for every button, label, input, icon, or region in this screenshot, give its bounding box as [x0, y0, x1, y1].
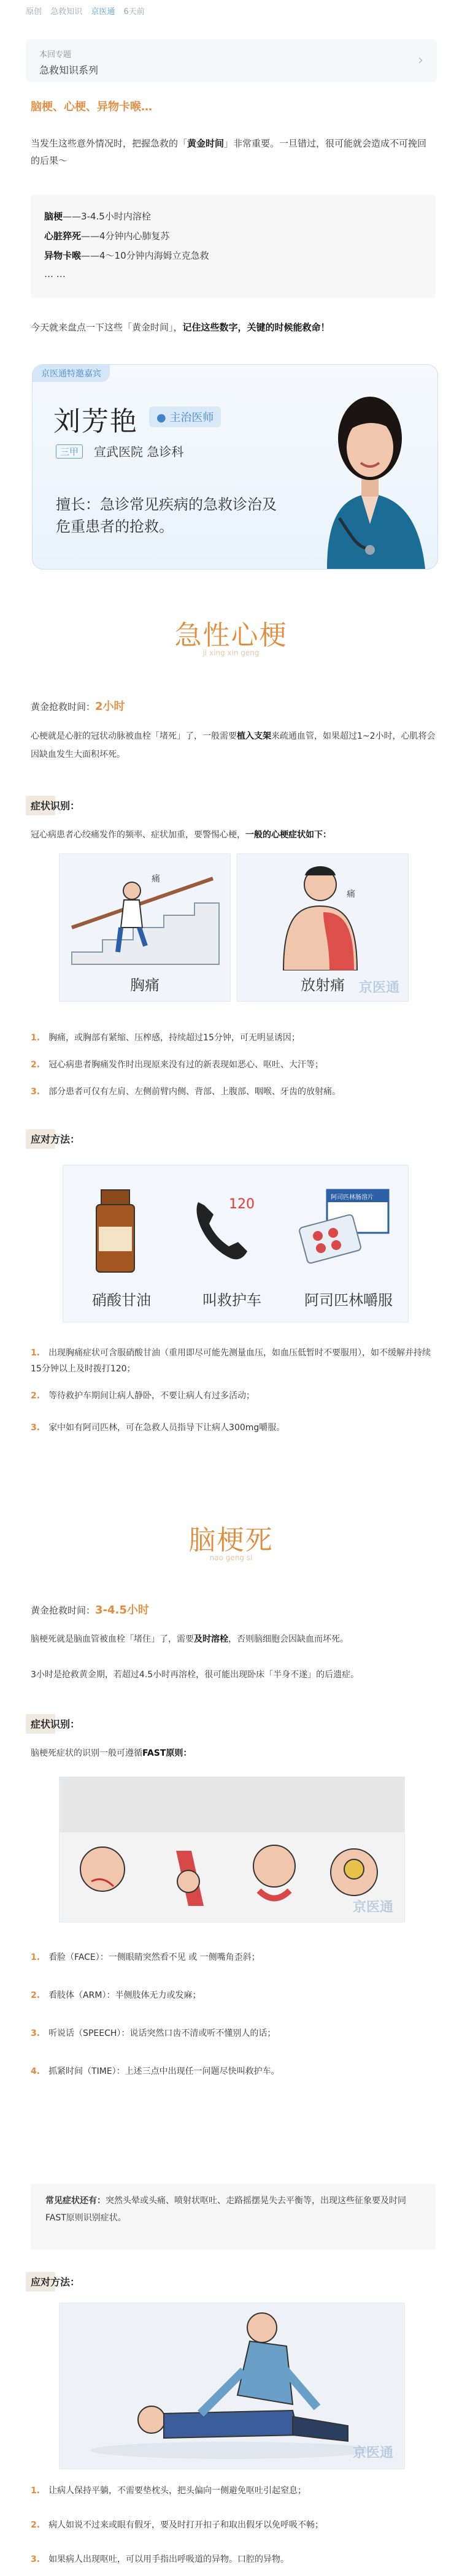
doctor-specialty: 擅长：急诊常见疾病的急救诊治及危重患者的抢救。 — [56, 496, 277, 535]
stroke-description-2: 3小时是抢救黄金期，若超过4.5小时再溶栓，很可能出现卧床「半身不遂」的后遗症。 — [31, 1670, 360, 1680]
note-box: 常见症状还有：突然头晕或头痛、喷射状呕吐、走路摇摆晃失去平衡等，出现这些征象要及时同FAST原则识别症状。 — [31, 2184, 436, 2250]
stairs-pain-icon — [60, 854, 230, 970]
aspirin-box-label: 阿司匹林肠溶片 — [331, 1194, 374, 1201]
section-pinyin: ji xing xin geng — [202, 649, 260, 657]
doctor-hospital: 宣武医院 急诊科 — [94, 444, 184, 459]
publish-time: 6天前 — [123, 7, 145, 17]
illustration-chest-pain — [59, 853, 231, 1002]
list-item: 3. 如果病人出现呕吐，可以用手指出呼吸道的异物。口腔的异物。 — [31, 2555, 290, 2564]
symptom-intro: 脑梗死症状的识别一般可遵循FAST原则： — [31, 1748, 192, 1758]
action-heading: 应对方法： — [31, 2274, 80, 2288]
nitroglycerin-bottle-icon — [88, 1184, 143, 1276]
watermark: 京医通 — [358, 980, 399, 996]
illustration-radiating-pain — [237, 853, 409, 1002]
list-item: 1. 出现胸痛症状可含服硝酸甘油（重用即尽可能先测量血压，如血压低暂时不要服用），如不缓解并持续15分钟以上及时拨打120； — [31, 1348, 431, 1374]
hospital-level-badge: 三甲 — [56, 444, 83, 459]
intro-paragraph: 当发生这些意外情况时，把握急救的「黄金时间」非常重要。一旦错过，很可能就会造成不可挽回的后果～ — [31, 138, 427, 166]
illustration-label: 硝酸甘油 — [92, 1292, 151, 1309]
doctor-name: 刘芳艳 — [53, 406, 138, 437]
illustration-fast — [59, 1777, 405, 1922]
body-pain-icon — [237, 854, 408, 970]
section-pinyin: nao geng si — [209, 1553, 253, 1562]
topic-label: 本回专题 — [39, 50, 72, 59]
golden-time: 黄金抢救时间：3-4.5小时 — [31, 1604, 149, 1617]
guest-tag: 京医通特邀嘉宾 — [33, 365, 110, 382]
list-item: 2. 等待救护车期间让病人静卧，不要让病人有过多活动； — [31, 1391, 255, 1401]
list-item: 脑梗——3-4.5小时内溶栓 — [44, 211, 151, 222]
watermark: 京医通 — [352, 2445, 393, 2461]
list-item: 3. 家中如有阿司匹林，可在急救人员指导下让病人300mg嚼服。 — [31, 1423, 285, 1433]
symptom-intro: 冠心病患者心绞痛发作的频率、症状加重，要警惕心梗，一般的心梗症状如下： — [31, 830, 331, 840]
doctor-card[interactable] — [32, 364, 438, 570]
topic-card[interactable] — [26, 39, 437, 82]
source-label: 原创 — [26, 7, 42, 17]
list-item: 心脏猝死——4分钟内心肺复苏 — [44, 231, 170, 242]
pain-tag: 痛 — [347, 890, 355, 899]
phone-number: 120 — [229, 1197, 255, 1212]
article-meta — [26, 5, 151, 17]
list-item: 2. 看肢体（ARM）：半侧肢体无力或发麻； — [31, 1991, 201, 2000]
illustration-label: 阿司匹林嚼服 — [304, 1292, 393, 1309]
list-item: 3. 听说话（SPEECH）：说话突然口齿不清或听不懂别人的话； — [31, 2029, 276, 2038]
list-item: … … — [44, 269, 66, 280]
doctor-photo — [302, 365, 437, 569]
mi-description: 心梗就是心脏的冠状动脉被血栓「堵死」了，一般需要植入支架来疏通血管，如果超过1~2小时，心肌将会因缺血发生大面积坏死。 — [31, 731, 436, 760]
action-heading: 应对方法： — [31, 1132, 80, 1146]
doctor-title: ● 主治医师 — [149, 406, 221, 427]
author-link[interactable]: 急救知识 — [50, 7, 83, 17]
symptom-heading: 症状识别： — [31, 1717, 80, 1731]
publisher-link[interactable]: 京医通 — [91, 7, 115, 17]
list-item: 1. 胸痛，或胸部有紧缩、压榨感，持续超过15分钟，可无明显诱因； — [31, 1033, 300, 1043]
golden-time: 黄金抢救时间：2小时 — [31, 700, 125, 713]
illustration-actions — [63, 1165, 409, 1322]
illustration-label: 叫救护车 — [202, 1292, 261, 1309]
illustration-label: 放射痛 — [301, 977, 345, 994]
illustration-label: 胸痛 — [130, 977, 160, 994]
watermark: 京医通 — [352, 1900, 393, 1915]
illustration-recovery-position — [59, 2303, 405, 2469]
list-item: 异物卡喉——4～10分钟内海姆立克急救 — [44, 250, 209, 261]
golden-time-list — [31, 195, 436, 298]
list-item: 2. 冠心病患者胸痛发作时出现原来没有过的新表现如恶心、呕吐、大汗等； — [31, 1060, 324, 1070]
symptom-heading: 症状识别： — [31, 798, 80, 812]
stroke-description: 脑梗死就是脑血管被血栓「堵住」了，需要及时溶栓，否则脑细胞会因缺血而坏死。 — [31, 1634, 348, 1644]
section-title-mi: 急性心梗 — [174, 620, 288, 651]
topic-name: 急救知识系列 — [39, 64, 99, 76]
list-item: 3. 部分患者可仅有左肩、左侧前臂内侧、背部、上腹部、咽喉、牙齿的放射痛。 — [31, 1087, 341, 1097]
list-item: 2. 病人如说不过来或眼有假牙，要及时打开扣子和取出假牙以免呼吸不畅； — [31, 2520, 324, 2530]
chevron-right-icon: › — [418, 53, 423, 68]
phone-icon — [186, 1190, 266, 1270]
aspirin-pack-icon — [296, 1184, 395, 1276]
intro-heading: 脑梗、心梗、异物卡喉… — [31, 101, 152, 113]
list-item: 1. 让病人保持平躺，不需要垫枕头，把头偏向一侧避免呕吐引起窒息； — [31, 2486, 307, 2496]
list-item: 4. 抓紧时间（TIME）：上述三点中出现任一问题尽快叫救护车。 — [31, 2067, 280, 2076]
list-item: 1. 看脸（FACE）：一侧眼睛突然看不见 或 一侧嘴角歪斜； — [31, 1953, 260, 1962]
section-title-stroke: 脑梗死 — [188, 1525, 274, 1556]
pain-tag: 痛 — [152, 874, 160, 884]
intro-paragraph-2: 今天就来盘点一下这些「黄金时间」，记住这些数字，关键的时候能救命！ — [31, 322, 330, 333]
